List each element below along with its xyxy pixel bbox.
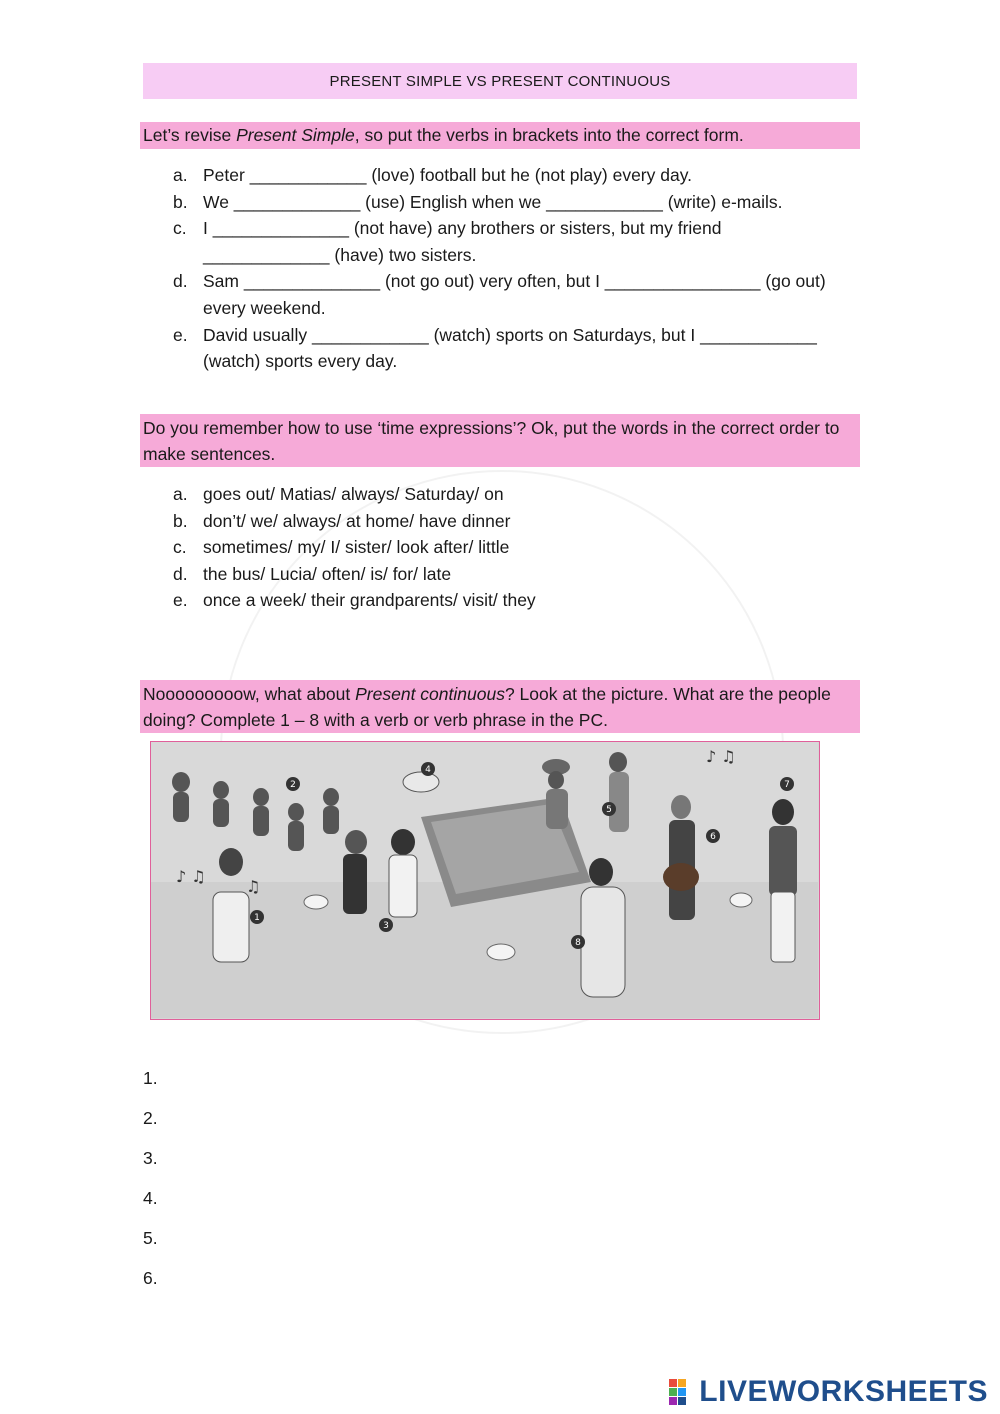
answer-line-4[interactable]: 4. <box>143 1188 158 1208</box>
badge-2: 2 <box>290 780 296 790</box>
list-item: d. Sam ______________ (not go out) very often, but I ________________ (go out) every weekend. <box>173 271 826 318</box>
answer-list <box>143 1065 158 1305</box>
dog-shape <box>403 772 439 792</box>
section2-instruction: Do you remember how to use ‘time expressions’? Ok, put the words in the correct order to make sentences. <box>140 414 860 467</box>
list-item: d. the bus/ Lucia/ often/ is/ for/ late <box>173 563 452 584</box>
svg-text:♪ ♫: ♪ ♫ <box>176 867 206 886</box>
beach-scene-svg <box>151 742 818 1018</box>
badge-6: 6 <box>710 832 716 842</box>
badge-4: 4 <box>425 765 431 775</box>
list-item: e. once a week/ their grandparents/ visit/ they <box>173 590 536 611</box>
page-title: PRESENT SIMPLE VS PRESENT CONTINUOUS <box>143 63 857 99</box>
list-item: a. Peter ____________ (love) football but he (not play) every day. <box>173 165 693 185</box>
list-item: b. We _____________ (use) English when we ____________ (write) e-mails. <box>173 191 783 212</box>
list-item: a. goes out/ Matias/ always/ Saturday/ on <box>173 484 504 504</box>
badge-1: 1 <box>254 913 260 923</box>
answer-line-6[interactable]: 6. <box>143 1268 158 1288</box>
svg-text:♪ ♫: ♪ ♫ <box>706 747 736 766</box>
answer-line-1[interactable]: 1. <box>143 1068 158 1088</box>
answer-line-3[interactable]: 3. <box>143 1148 158 1168</box>
brand-name: LIVEWORKSHEETS <box>699 1375 988 1408</box>
list-item: b. don’t/ we/ always/ at home/ have dinner <box>173 510 511 531</box>
liveworksheets-icon <box>669 1379 695 1405</box>
badge-8: 8 <box>575 938 581 948</box>
answer-line-5[interactable]: 5. <box>143 1228 158 1248</box>
guitar-shape <box>663 863 699 891</box>
list-item: c. sometimes/ my/ I/ sister/ look after/ little <box>173 537 510 558</box>
list-item: e. David usually ____________ (watch) sports on Saturdays, but I ____________ (watch) sports every day. <box>173 324 817 372</box>
liveworksheets-logo <box>669 1375 988 1409</box>
answer-line-2[interactable]: 2. <box>143 1108 158 1128</box>
list-item: c. I ______________ (not have) any brothers or sisters, but my friend _____________ (have) two sisters. <box>173 218 722 265</box>
section3-instruction: Nooooooooow, what about Present continuous? Look at the picture. What are the people doing? Complete 1 – 8 with a verb or verb phrase in the PC. <box>140 680 860 733</box>
badge-3: 3 <box>383 921 389 931</box>
svg-text:♫: ♫ <box>246 877 261 896</box>
section2-list <box>173 481 863 614</box>
section1-instruction: Let’s revise Present Simple, so put the verbs in brackets into the correct form. <box>140 122 860 149</box>
section1-list <box>173 162 863 375</box>
badge-5: 5 <box>606 805 612 815</box>
beach-scene-illustration <box>150 741 820 1020</box>
badge-7: 7 <box>784 780 790 790</box>
